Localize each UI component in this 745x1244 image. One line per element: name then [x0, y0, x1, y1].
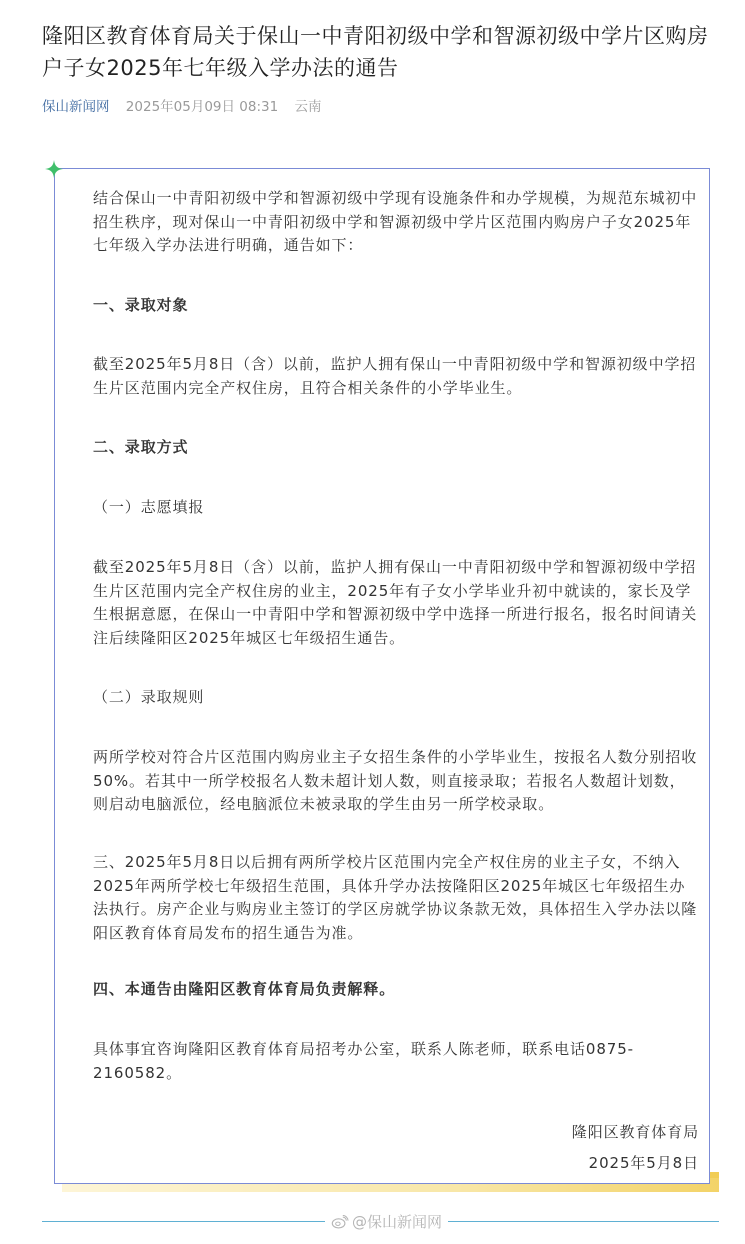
section4-heading: 四、本通告由隆阳区教育体育局负责解释。: [93, 980, 396, 998]
section2-sub1-heading: （一）志愿填报: [93, 498, 205, 516]
signature-date: 2025年5月8日: [588, 1154, 699, 1172]
source-link[interactable]: 保山新闻网: [42, 99, 110, 115]
watermark: [325, 1211, 448, 1233]
watermark-text: @保山新闻网: [352, 1213, 443, 1231]
weibo-icon: [331, 1215, 349, 1229]
article-card: [54, 168, 710, 1184]
publish-location: 云南: [294, 99, 322, 115]
signature-org: 隆阳区教育体育局: [571, 1123, 699, 1141]
section2-heading: 二、录取方式: [93, 438, 189, 456]
section1-paragraph: 截至2025年5月8日（含）以前，监护人拥有保山一中青阳初级中学和智源初级中学招生片区范围内完全产权住房，且符合相关条件的小学毕业生。: [93, 355, 697, 397]
intro-paragraph: 结合保山一中青阳初级中学和智源初级中学现有设施条件和办学规模，为规范东城初中招生秩序，现对保山一中青阳初级中学和智源初级中学片区范围内购房户子女2025年七年级入学办法进行明确，通告如下：: [93, 189, 698, 254]
article-title: 隆阳区教育体育局关于保山一中青阳初级中学和智源初级中学片区购房户子女2025年七年级入学办法的通告: [42, 24, 709, 80]
section2-sub2-heading: （二）录取规则: [93, 688, 205, 706]
contact-paragraph: 具体事宜咨询隆阳区教育体育局招考办公室，联系人陈老师，联系电话0875-2160582。: [93, 1040, 634, 1082]
section3-paragraph: 三、2025年5月8日以后拥有两所学校片区范围内完全产权住房的业主子女，不纳入2025年两所学校七年级招生范围，具体升学办法按隆阳区2025年城区七年级招生办法执行。房产企业与购房业主签订的学区房就学协议条款无效，具体招生入学办法以隆阳区教育体育局发布的招生通告为准。: [93, 853, 698, 942]
section2-sub1-paragraph: 截至2025年5月8日（含）以前，监护人拥有保山一中青阳初级中学和智源初级中学招生片区范围内完全产权住房的业主，2025年有子女小学毕业升初中就读的，家长及学生根据意愿，在保山一中青阳中学和智源初级中学中选择一所进行报名，报名时间请关注后续隆阳区2025年城区七年级招生通告。: [93, 558, 698, 647]
article-meta: [42, 95, 322, 115]
publish-date: 2025年05月09日 08:31: [125, 99, 279, 115]
sparkle-icon: [45, 160, 63, 178]
section1-heading: 一、录取对象: [93, 296, 189, 314]
section2-sub2-paragraph: 两所学校对符合片区范围内购房业主子女招生条件的小学毕业生，按报名人数分别招收50%。若其中一所学校报名人数未超计划人数，则直接录取；若报名人数超计划数，则启动电脑派位，经电脑派位未被录取的学生由另一所学校录取。: [93, 748, 698, 813]
